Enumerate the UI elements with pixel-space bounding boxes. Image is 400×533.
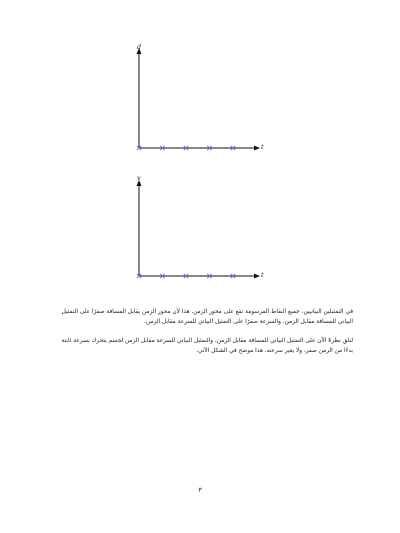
distance-time-svg <box>120 44 280 164</box>
y-axis-label: v <box>137 174 141 182</box>
velocity-time-svg <box>120 172 280 292</box>
paragraph-2: لنلقِ نظرةً الآن على التمثيل البياني للمسافة مقابل الزمن، والتمثيل البياني للسرعة مقابل الزمن لجسم يتحرك بسرعة ثابتة بدءًا من الزمن صفر، ولا يغير سرعته. هذا موضح في الشكل الآتي. <box>61 338 353 354</box>
paragraph-1: في التمثيلين البيانيين، جميع النقاط المرسومة تقع على محور الزمن. هذا لأن محور الزمن يقابل المسافة صفرًا على التمثيل البياني للمسافة مقابل الزمن، والسرعة صفرًا على التمثيل البياني للسرعة مقابل الزمن. <box>61 309 353 325</box>
x-axis-arrowhead <box>254 274 260 279</box>
x-axis-arrowhead <box>254 146 260 151</box>
distance-time-graph <box>120 44 280 164</box>
x-axis-label: t <box>261 271 264 279</box>
x-axis-label: t <box>261 143 264 151</box>
y-axis-label: d <box>137 43 142 51</box>
velocity-time-graph <box>120 172 280 292</box>
page-number: ٣ <box>198 486 202 494</box>
